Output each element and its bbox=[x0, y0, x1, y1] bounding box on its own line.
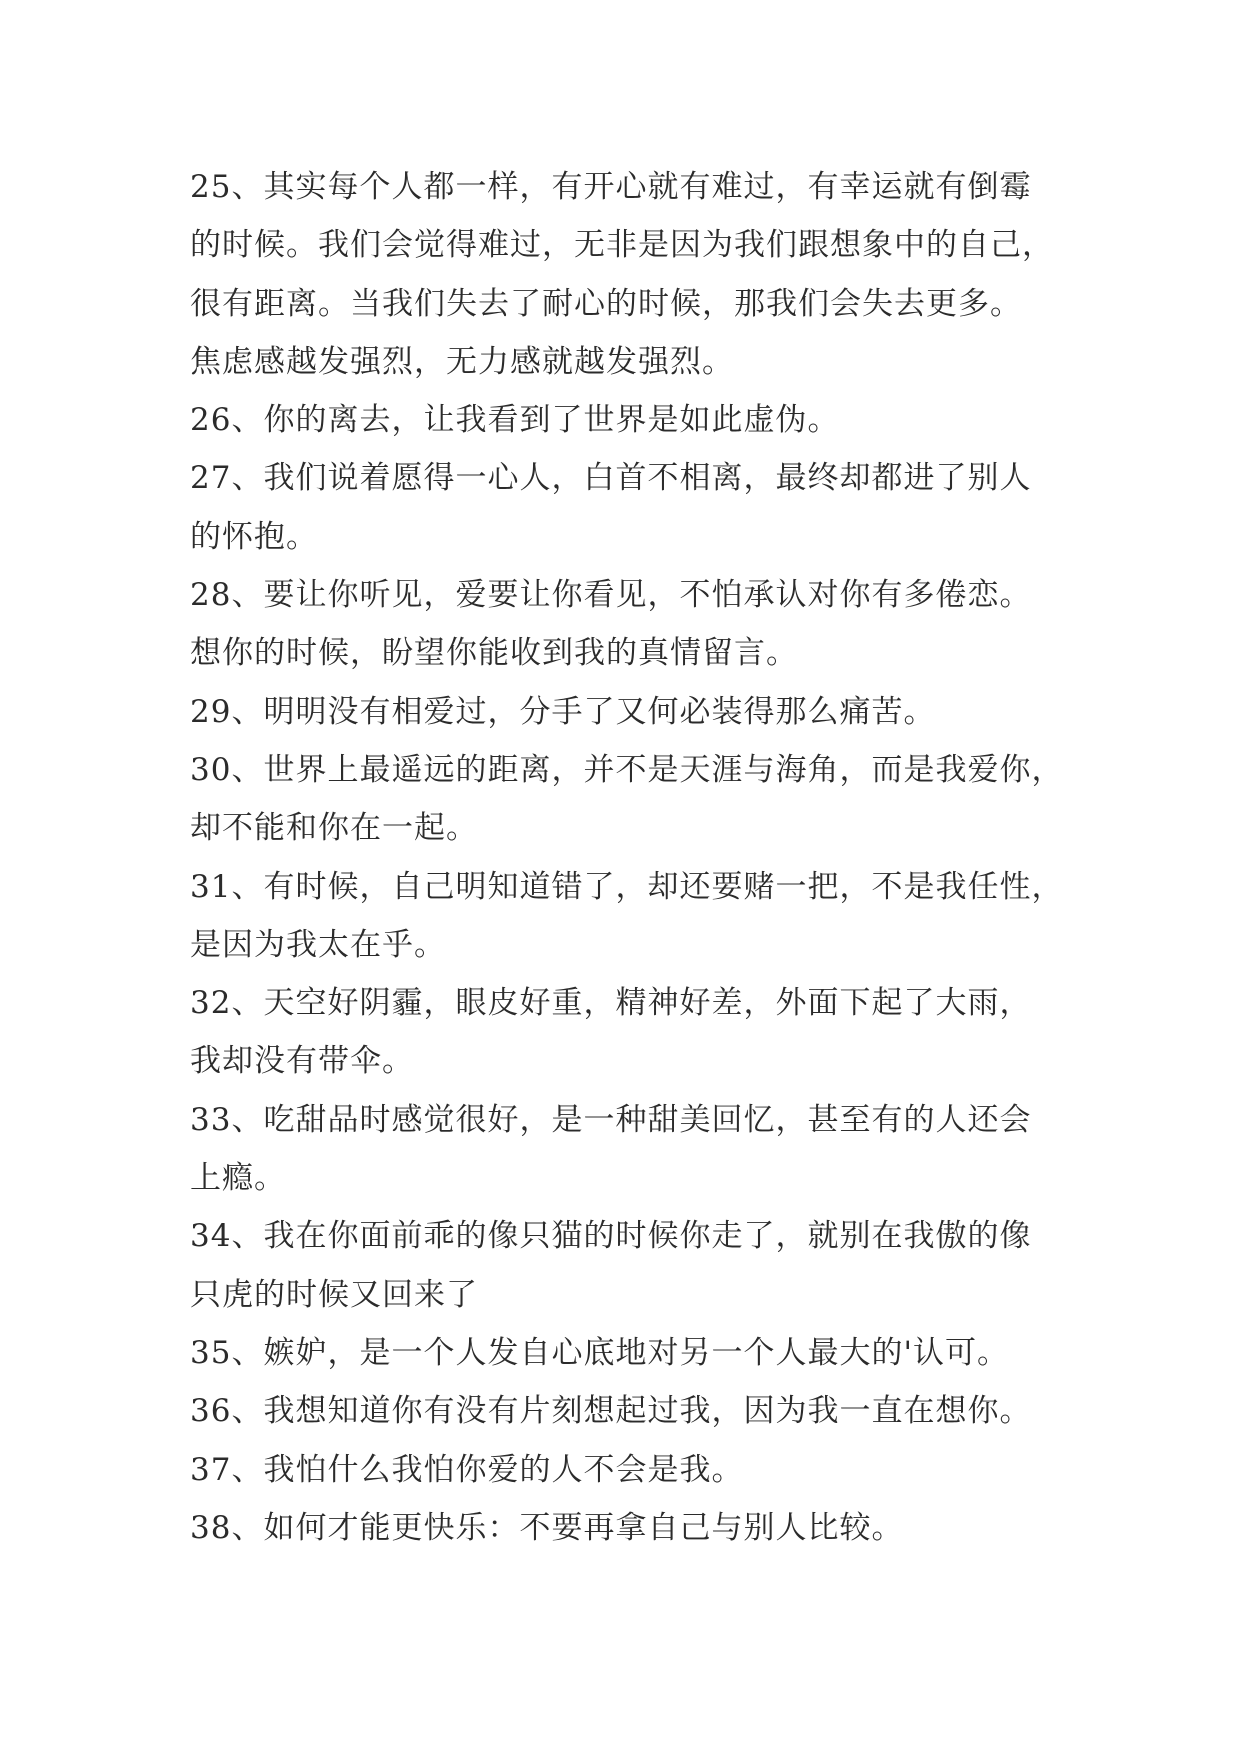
text-line: 35、嫉妒，是一个人发自心底地对另一个人最大的'认可。 bbox=[190, 1334, 1009, 1371]
text-line: 36、我想知道你有没有片刻想起过我，因为我一直在想你。 bbox=[190, 1393, 1032, 1430]
text-line: 38、如何才能更快乐：不要再拿自己与别人比较。 bbox=[190, 1509, 904, 1546]
text-line: 是因为我太在乎。 bbox=[190, 926, 446, 963]
text-line: 29、明明没有相爱过，分手了又何必装得那么痛苦。 bbox=[190, 693, 936, 730]
text-line: 的怀抱。 bbox=[190, 518, 318, 555]
text-line: 却不能和你在一起。 bbox=[190, 810, 478, 847]
text-line: 34、我在你面前乖的像只猫的时候你走了，就别在我傲的像 bbox=[190, 1218, 1032, 1255]
text-line: 25、其实每个人都一样，有开心就有难过，有幸运就有倒霉 bbox=[190, 169, 1032, 205]
text-line: 30、世界上最遥远的距离，并不是天涯与海角，而是我爱你， bbox=[190, 751, 1064, 788]
text-line: 很有距离。当我们失去了耐心的时候，那我们会失去更多。 bbox=[190, 285, 1022, 322]
text-line: 28、要让你听见，爱要让你看见，不怕承认对你有多倦恋。 bbox=[190, 577, 1032, 614]
text-line: 26、你的离去，让我看到了世界是如此虚伪。 bbox=[190, 402, 840, 439]
text-line: 焦虑感越发强烈，无力感就越发强烈。 bbox=[190, 343, 734, 380]
text-line: 27、我们说着愿得一心人，白首不相离，最终却都进了别人 bbox=[190, 460, 1032, 497]
text-line: 31、有时候，自己明知道错了，却还要赌一把，不是我任性， bbox=[190, 868, 1064, 905]
text-line: 的时候。我们会觉得难过，无非是因为我们跟想象中的自己， bbox=[190, 227, 1054, 264]
document-body bbox=[190, 158, 1090, 1557]
text-line: 37、我怕什么我怕你爱的人不会是我。 bbox=[190, 1451, 744, 1488]
text-line: 32、天空好阴霾，眼皮好重，精神好差，外面下起了大雨， bbox=[190, 985, 1032, 1022]
text-line: 我却没有带伞。 bbox=[190, 1043, 414, 1080]
text-line: 只虎的时候又回来了 bbox=[190, 1276, 478, 1313]
text-line: 33、吃甜品时感觉很好，是一种甜美回忆，甚至有的人还会 bbox=[190, 1101, 1032, 1138]
text-line: 想你的时候，盼望你能收到我的真情留言。 bbox=[190, 635, 798, 672]
text-line: 上瘾。 bbox=[190, 1160, 286, 1197]
